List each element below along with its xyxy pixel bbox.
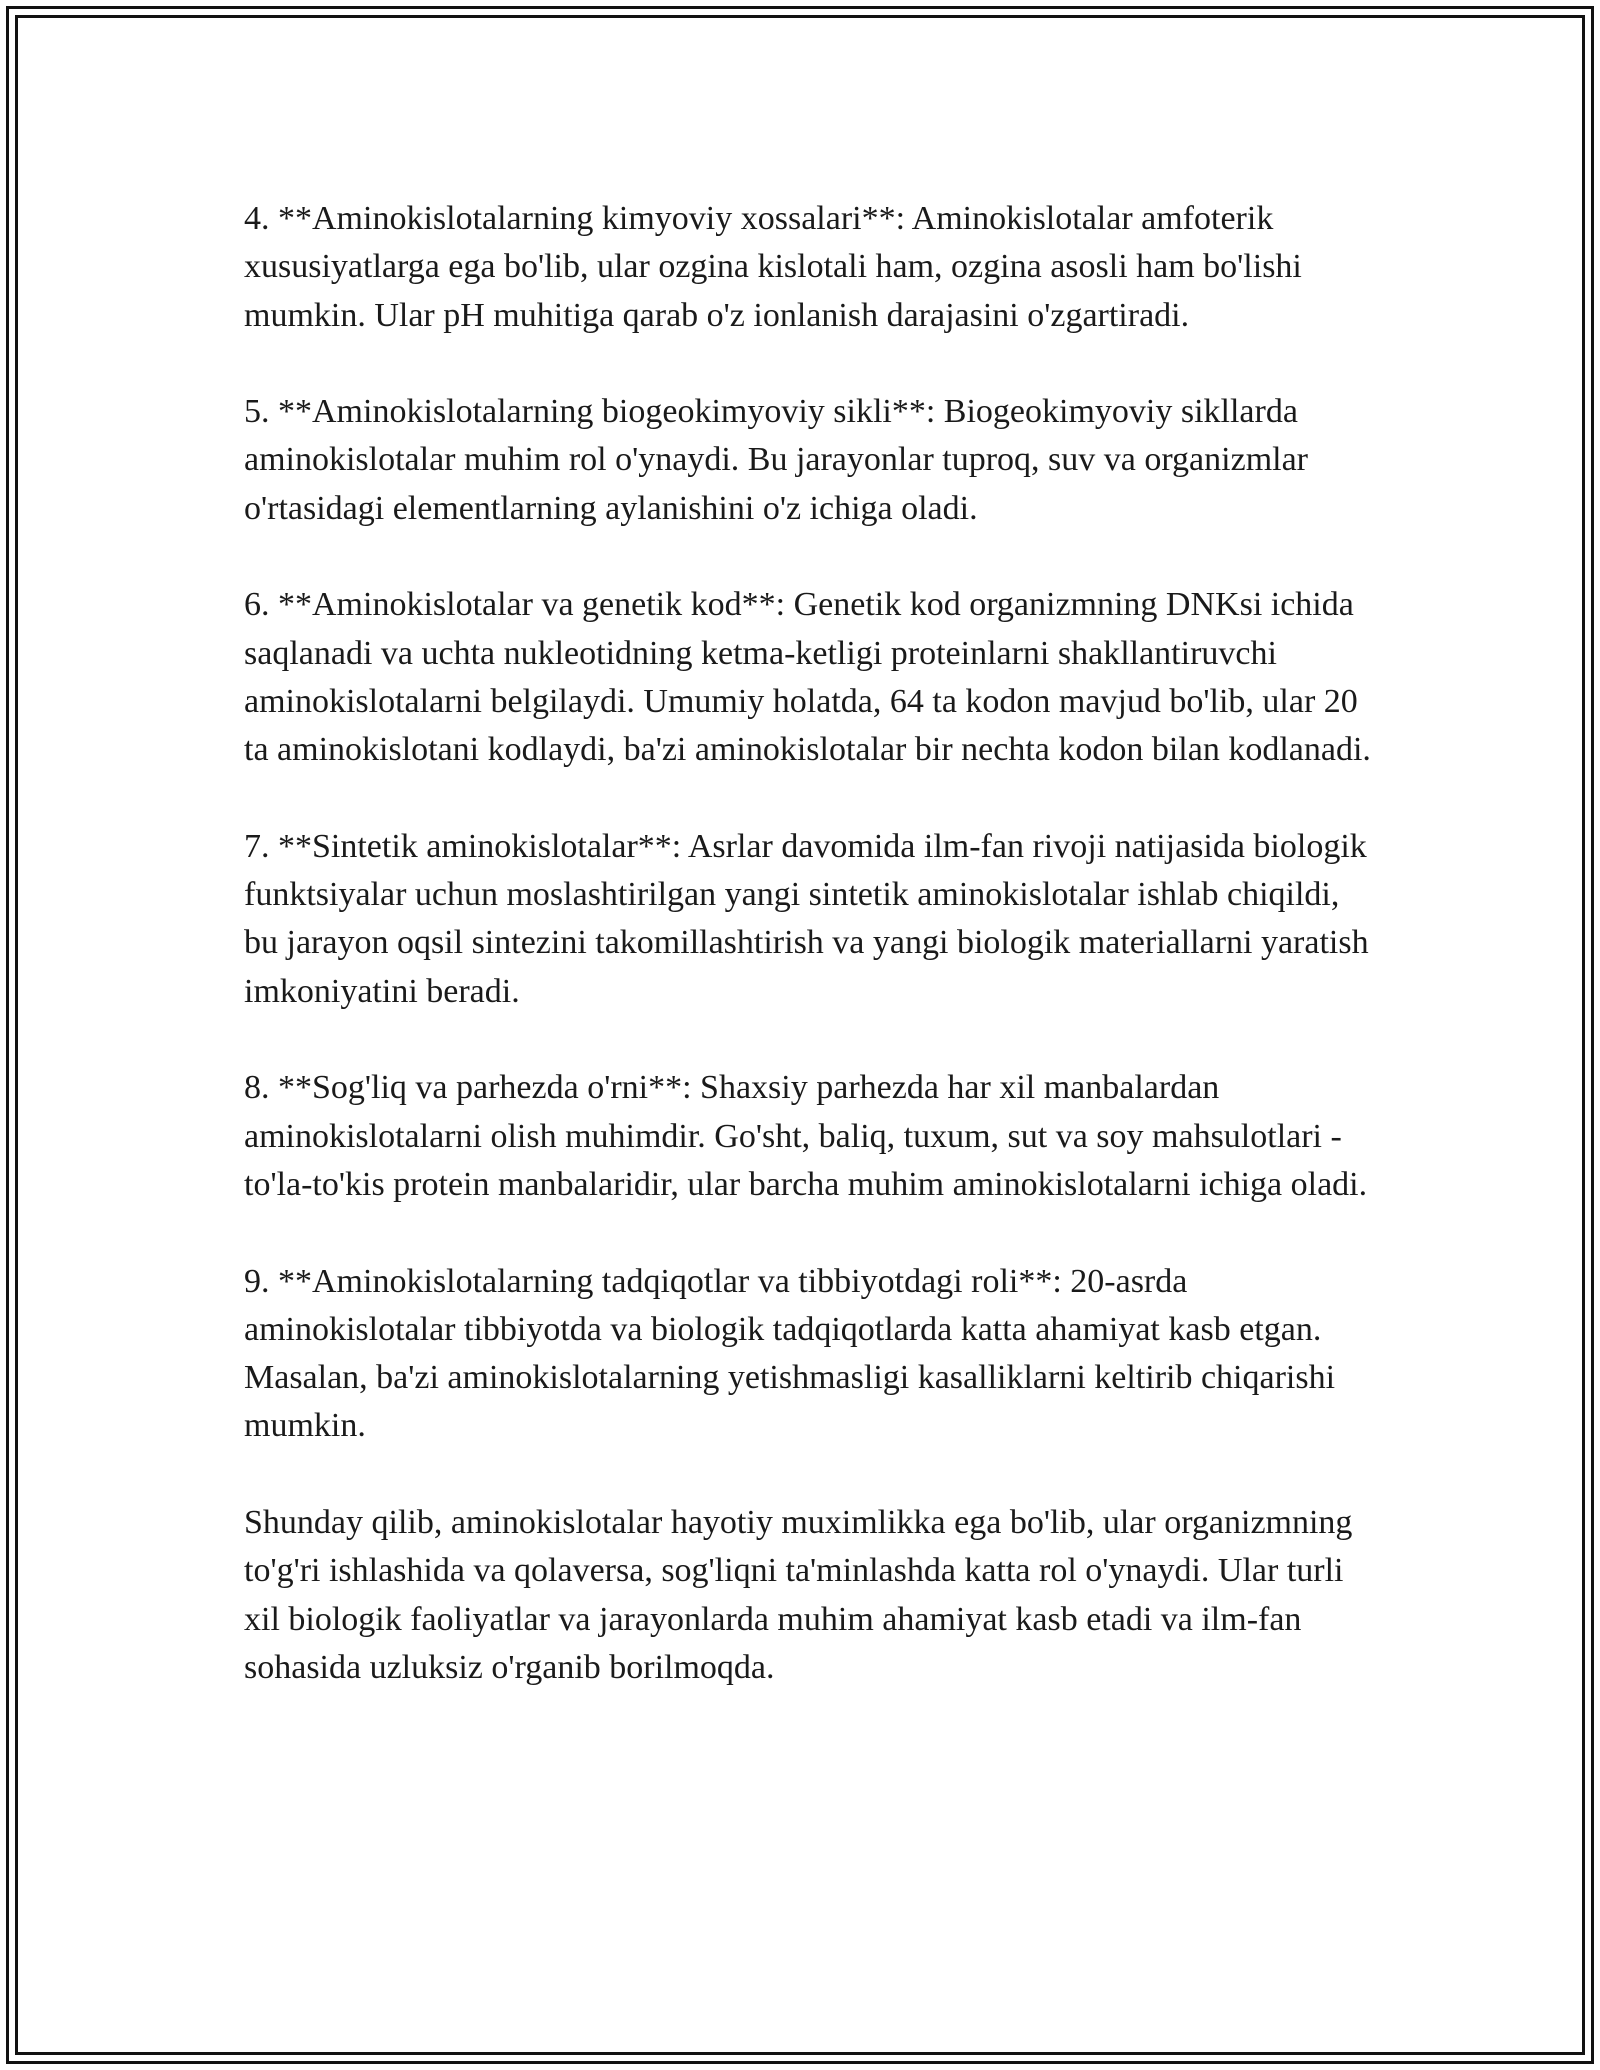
paragraph-8-health-and-diet: 8. **Sog'liq va parhezda o'rni**: Shaxsiy parhezda har xil manbalardan aminokislotalarni olish muhimdir. Go'sht, baliq, tuxum, sut va soy mahsulotlari - to'la-to'kis protein manbalaridir, ular barcha muhim aminokislotalarni ichiga oladi. xyxy=(244,1069,1368,1203)
document-body xyxy=(244,195,1374,1692)
paragraph-conclusion: Shunday qilib, aminokislotalar hayotiy muximlikka ega bo'lib, ular organizmning to'g'ri ishlashida va qolaversa, sog'liqni ta'minlashda katta rol o'ynaydi. Ular turli xil biologik faoliyatlar va jarayonlarda muhim ahamiyat kasb etadi va ilm-fan sohasida uzluksiz o'rganib borilmoqda. xyxy=(244,1504,1353,1686)
paragraph-9-research-and-medicine: 9. **Aminokislotalarning tadqiqotlar va tibbiyotdagi roli**: 20-asrda aminokislotalar tibbiyotda va biologik tadqiqotlarda katta ahamiyat kasb etgan. Masalan, ba'zi aminokislotalarning yetishmasligi kasalliklarni keltirib chiqarishi mumkin. xyxy=(244,1262,1336,1445)
paragraph-4-chemical-properties: 4. **Aminokislotalarning kimyoviy xossalari**: Aminokislotalar amfoterik xususiyatlarga ega bo'lib, ular ozgina kislotali ham, ozgina asosli ham bo'lishi mumkin. Ular pH muhitiga qarab o'z ionlanish darajasini o'zgartiradi. xyxy=(244,200,1302,334)
page-frame xyxy=(6,6,1594,2064)
paragraph-7-synthetic-amino-acids: 7. **Sintetik aminokislotalar**: Asrlar davomida ilm-fan rivoji natijasida biologik funktsiyalar uchun moslashtirilgan yangi sintetik aminokislotalar ishlab chiqildi, bu jarayon oqsil sintezini takomillashtirish va yangi biologik materiallarni yaratish imkoniyatini beradi. xyxy=(244,827,1369,1010)
paragraph-6-genetic-code: 6. **Aminokislotalar va genetik kod**: Genetik kod organizmning DNKsi ichida saqlanadi va uchta nukleotidning ketma-ketligi proteinlarni shakllantiruvchi aminokislotalarni belgilaydi. Umumiy holatda, 64 ta kodon mavjud bo'lib, ular 20 ta aminokislotani kodlaydi, ba'zi aminokislotalar bir nechta kodon bilan kodlanadi. xyxy=(244,586,1371,769)
paragraph-5-biogeochemical-cycle: 5. **Aminokislotalarning biogeokimyoviy sikli**: Biogeokimyoviy sikllarda aminokislotalar muhim rol o'ynaydi. Bu jarayonlar tuproq, suv va organizmlar o'rtasidagi elementlarning aylanishini o'z ichiga oladi. xyxy=(244,393,1308,527)
